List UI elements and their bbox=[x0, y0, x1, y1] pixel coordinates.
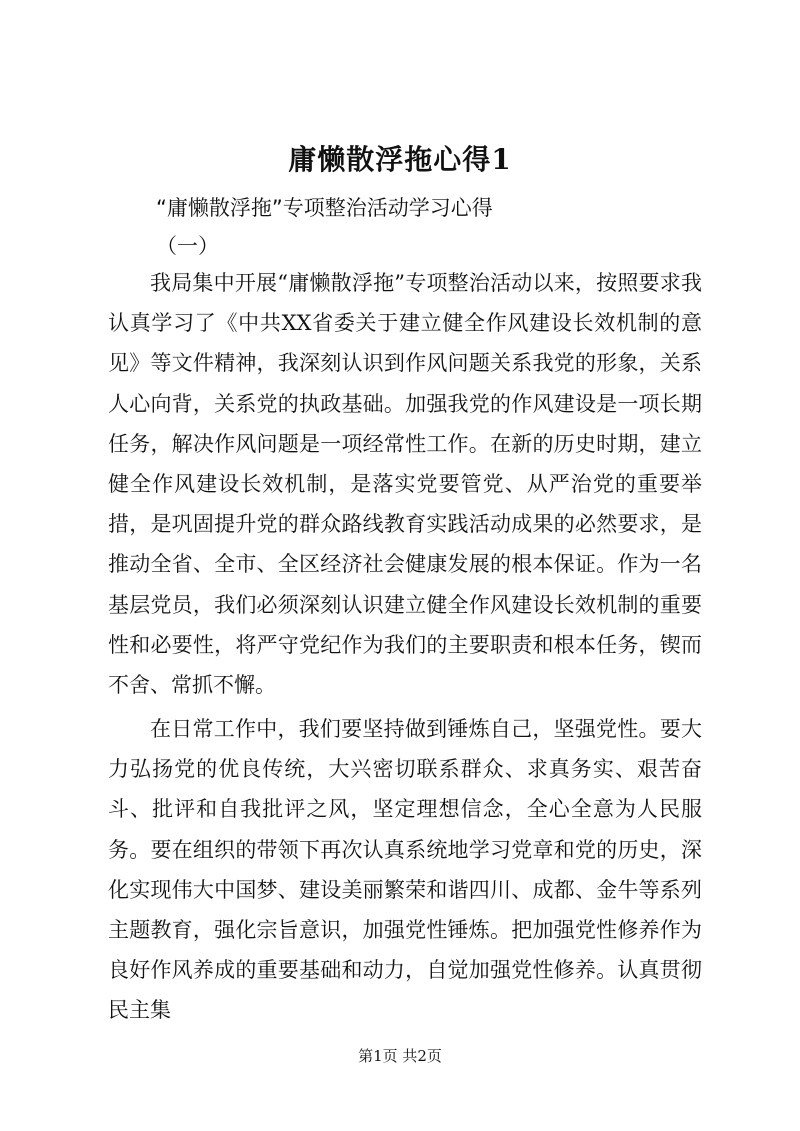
document-subtitle: “庸懒散浮拖”专项整治活动学习心得 bbox=[156, 196, 493, 220]
body-paragraph-1: 我局集中开展“庸懒散浮拖”专项整治活动以来，按照要求我认真学习了《中共XX省委关于建立健全作风建设长效机制的意见》等文件精神，我深刻认识到作风问题关系我党的形象，关系人心向背，关系党的执政基础。加强我党的作风建设是一项长期任务，解决作风问题是一项经常性工作。在新的历史时期，建立健全作风建设长效机制，是落实党要管党、从严治党的重要举措，是巩固提升党的群众路线教育实践活动成果的必然要求，是推动全省、全市、全区经济社会健康发展的根本保证。作为一名基层党员，我们必须深刻认识建立健全作风建设长效机制的重要性和必要性，将严守党纪作为我们的主要职责和根本任务，锲而不舍、常抓不懈。 bbox=[108, 271, 702, 698]
body-paragraph-2: 在日常工作中，我们要坚持做到锤炼自己，坚强党性。要大力弘扬党的优良传统，大兴密切联系群众、求真务实、艰苦奋斗、批评和自我批评之风，坚定理想信念，全心全意为人民服务。要在组织的带领下再次认真系统地学习党章和党的历史，深化实现伟大中国梦、建设美丽繁荣和谐四川、成都、金牛等系列主题教育，强化宗旨意识，加强党性锤炼。把加强党性修养作为良好作风养成的重要基础和动力，自觉加强党性修养。认真贯彻民主集 bbox=[108, 717, 702, 1023]
document-title: 庸懒散浮拖心得1 bbox=[288, 143, 512, 176]
page-footer: 第1页 共2页 bbox=[358, 1047, 442, 1065]
section-label: （一） bbox=[156, 234, 219, 258]
